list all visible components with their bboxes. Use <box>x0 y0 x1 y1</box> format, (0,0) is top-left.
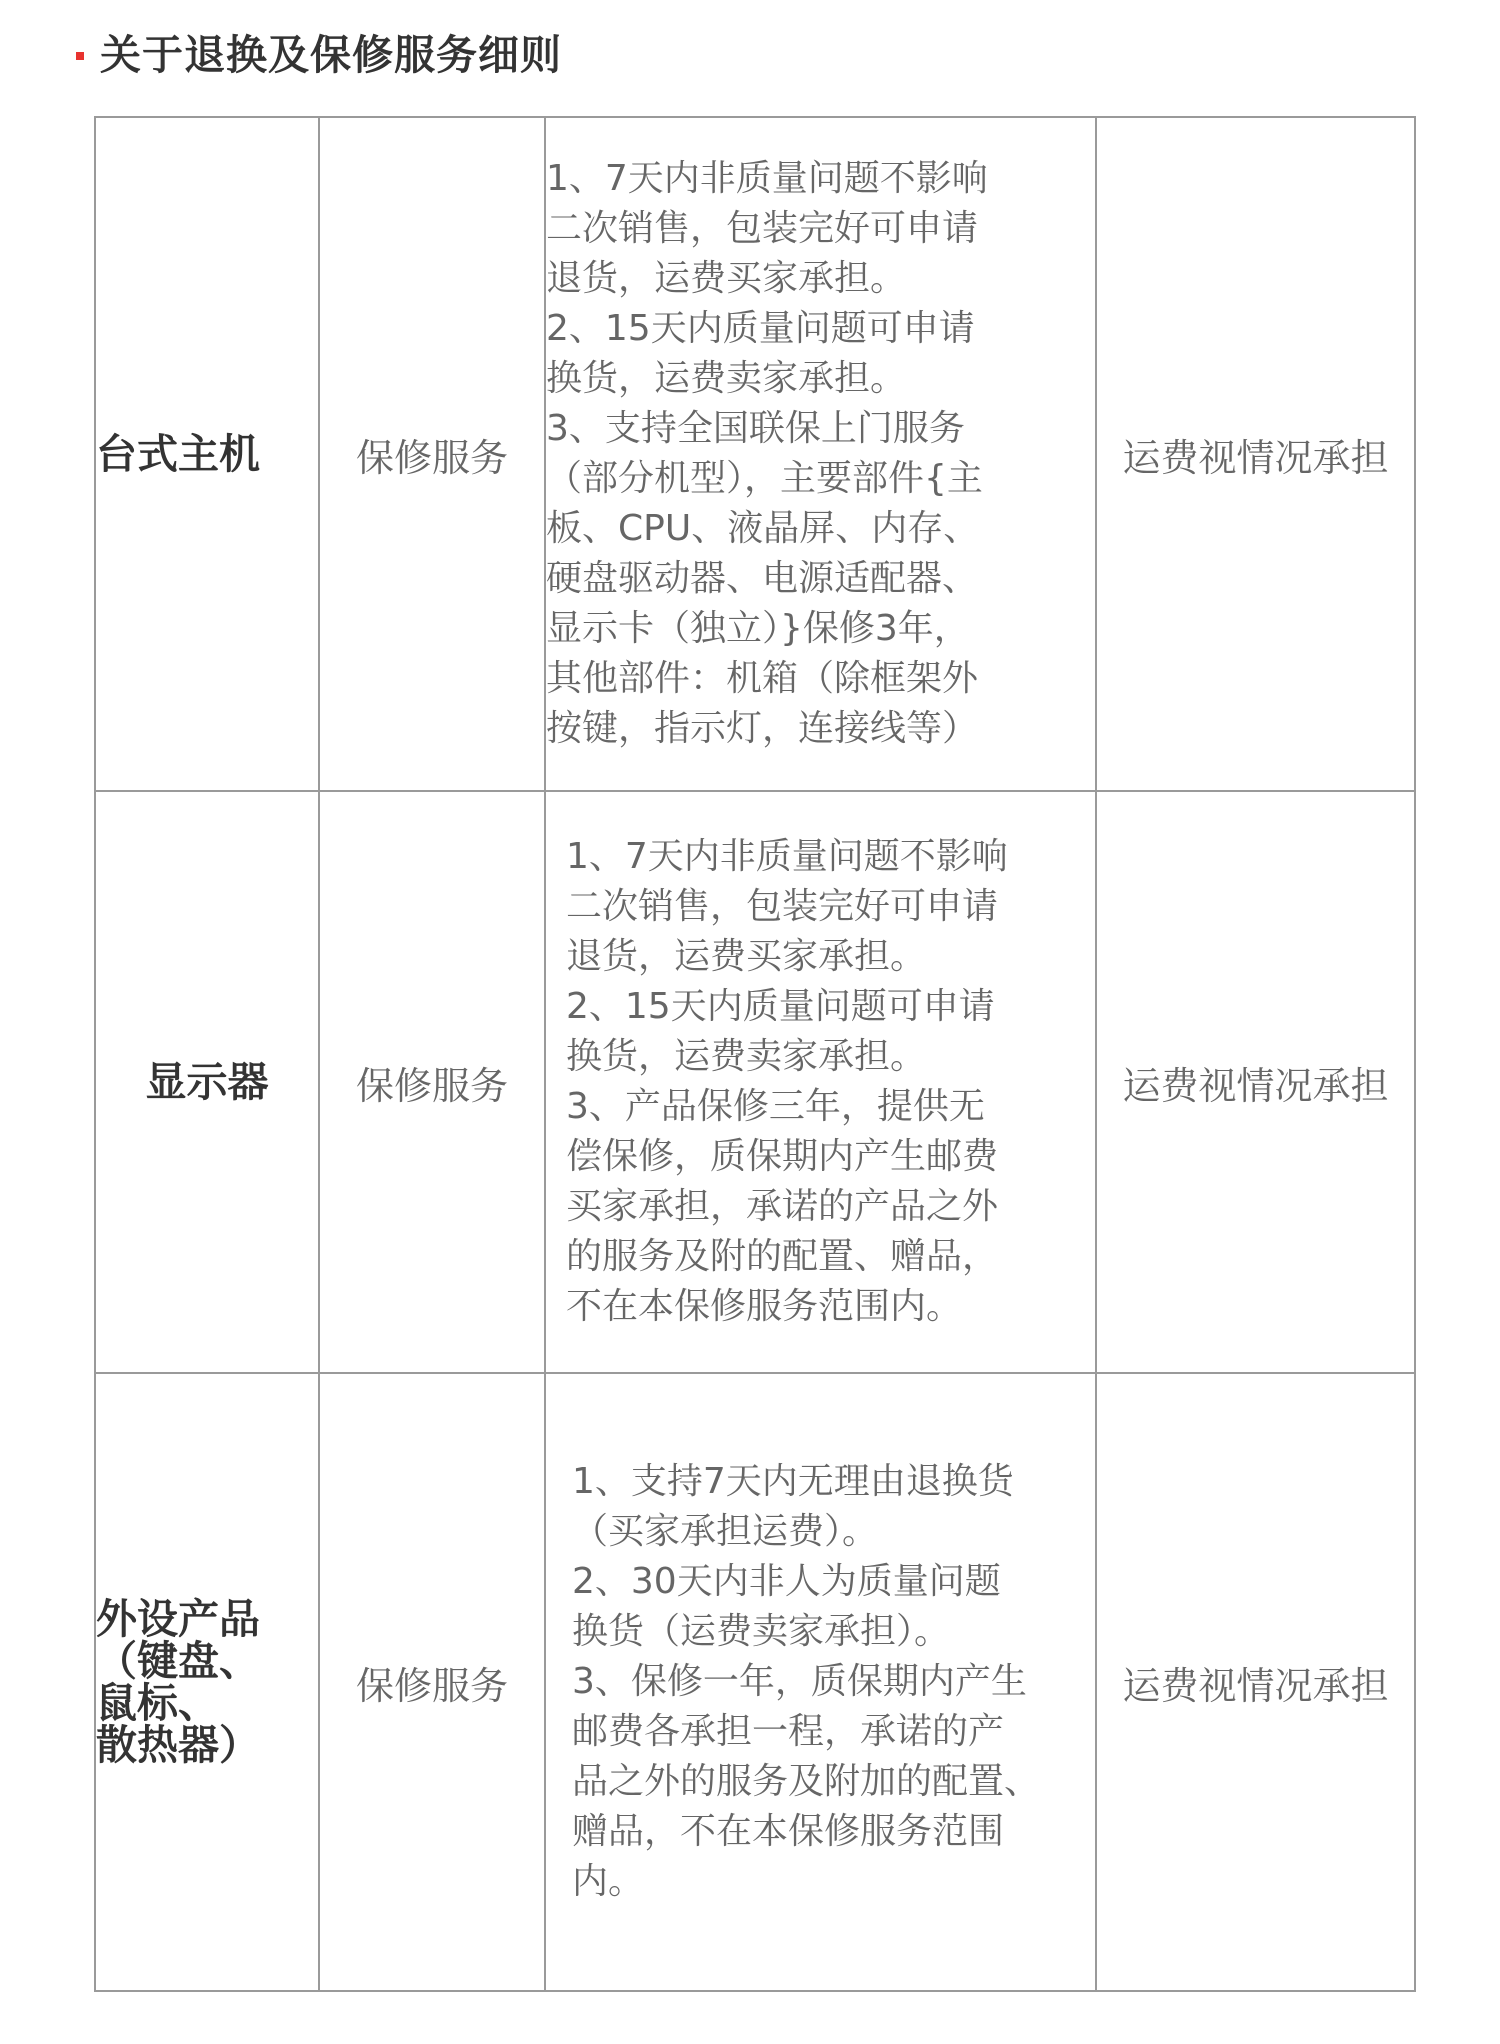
service-cell: 保修服务 <box>319 117 545 791</box>
section-title: 关于退换及保修服务细则 <box>100 31 562 79</box>
shipping-cell: 运费视情况承担 <box>1096 1373 1415 1991</box>
table-row <box>95 1373 1415 1991</box>
section-header <box>0 18 1500 98</box>
shipping-cell: 运费视情况承担 <box>1096 117 1415 791</box>
details-cell: 1、7天内非质量问题不影响 二次销售，包装完好可申请 退货，运费买家承担。 2、15天内质量问题可申请 换货，运费卖家承担。 3、产品保修三年，提供无 偿保修，质保期内产生邮费 买家承担，承诺的产品之外 的服务及附的配置、赠品， 不在本保修服务范围内。 <box>545 791 1096 1373</box>
service-cell: 保修服务 <box>319 791 545 1373</box>
table-row <box>95 791 1415 1373</box>
service-cell: 保修服务 <box>319 1373 545 1991</box>
bullet-icon <box>76 52 84 60</box>
category-cell: 台式主机 <box>95 117 319 791</box>
details-cell: 1、7天内非质量问题不影响 二次销售，包装完好可申请 退货，运费买家承担。 2、15天内质量问题可申请 换货，运费卖家承担。 3、支持全国联保上门服务 （部分机型），主要部件{主 板、CPU、液晶屏、内存、 硬盘驱动器、电源适配器、 显示卡（独立）}保修3年， 其他部件：机箱（除框架外 按键，指示灯，连接线等） <box>545 117 1096 791</box>
category-cell: 显示器 <box>95 791 319 1373</box>
details-cell: 1、支持7天内无理由退换货 （买家承担运费）。 2、30天内非人为质量问题 换货（运费卖家承担）。 3、保修一年，质保期内产生 邮费各承担一程，承诺的产 品之外的服务及附加的配置、 赠品，不在本保修服务范围 内。 <box>545 1373 1096 1991</box>
shipping-cell: 运费视情况承担 <box>1096 791 1415 1373</box>
table-row <box>95 117 1415 791</box>
category-cell: 外设产品 （键盘、 鼠标、 散热器） <box>95 1373 319 1991</box>
warranty-terms-table <box>94 116 1416 1992</box>
